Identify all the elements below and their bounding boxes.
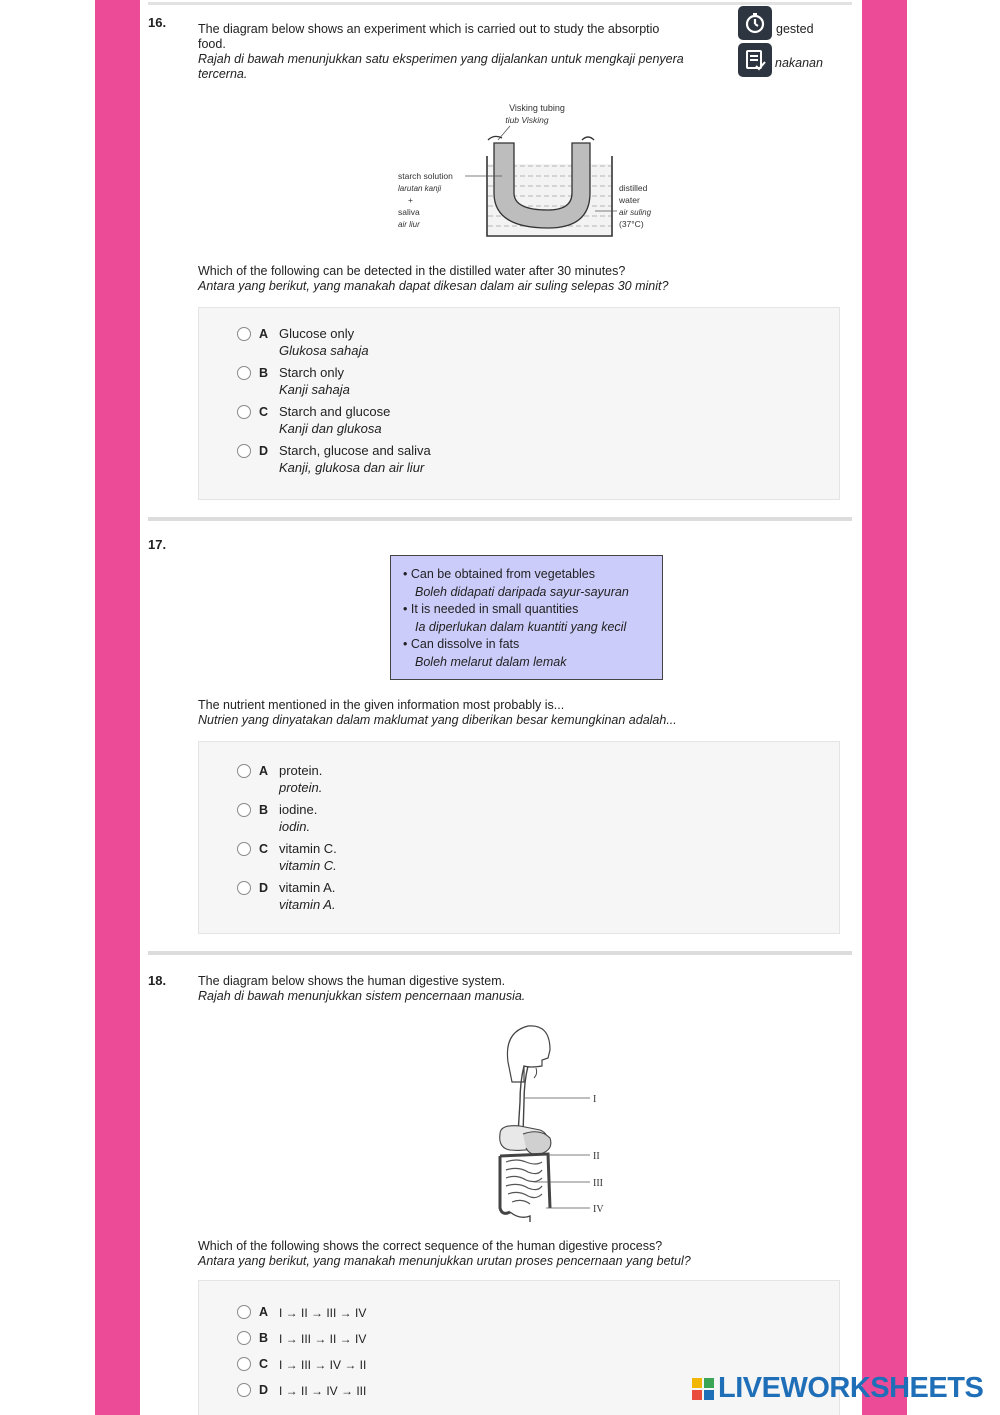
option-text-en: protein. — [279, 763, 323, 778]
label-i: I — [593, 1094, 597, 1105]
q18-stem-ms: Rajah di bawah menunjukkan sistem pencernaan manusia. — [198, 989, 526, 1003]
option-text-en: Starch and glucose — [279, 404, 391, 419]
q16-stem-ms-2: tercerna. — [198, 67, 248, 81]
option-letter: C — [259, 405, 269, 419]
checklist-icon — [743, 48, 767, 72]
info-text-en: Can dissolve in fats — [410, 637, 520, 651]
question-18-stem — [198, 974, 838, 1004]
q17-option-c[interactable] — [237, 841, 797, 875]
question-divider — [148, 951, 852, 955]
q16-option-d[interactable] — [237, 443, 797, 477]
q18-question-en: Which of the following shows the correct sequence of the human digestive process? — [198, 1239, 663, 1253]
option-text-ms: Glukosa sahaja — [279, 343, 369, 358]
radio-button[interactable] — [237, 881, 251, 895]
temperature-label: (37°C) — [619, 219, 644, 229]
option-letter: B — [259, 1331, 269, 1345]
label-ii: II — [593, 1151, 600, 1162]
radio-button[interactable] — [237, 764, 251, 778]
radio-button[interactable] — [237, 366, 251, 380]
option-text-ms: Kanji sahaja — [279, 382, 350, 397]
q18-option-b[interactable] — [237, 1330, 797, 1352]
q18-option-c[interactable] — [237, 1356, 797, 1378]
liveworksheets-brand: LIVEWORKSHEETS — [718, 1372, 984, 1404]
info-text-en: Can be obtained from vegetables — [410, 567, 596, 581]
option-sequence: I → III → II → IV — [279, 1332, 367, 1346]
radio-button[interactable] — [237, 1383, 251, 1397]
option-text-ms: Kanji dan glukosa — [279, 421, 382, 436]
question-16-number: 16. — [148, 15, 167, 30]
option-text-en: Starch only — [279, 365, 345, 380]
radio-button[interactable] — [237, 327, 251, 341]
option-letter: B — [259, 803, 269, 817]
question-16-stem — [198, 22, 758, 82]
q16-stem-ms-1: Rajah di bawah menunjukkan satu eksperimen yang dijalankan untuk mengkaji penyera — [198, 52, 684, 66]
q18-option-a[interactable] — [237, 1304, 797, 1326]
option-letter: D — [259, 881, 269, 895]
q16-stem-en-tail: gested — [776, 22, 814, 36]
q16-question-en: Which of the following can be detected in the distilled water after 30 minutes? — [198, 264, 626, 278]
q16-option-b[interactable] — [237, 365, 797, 399]
option-letter: A — [259, 764, 269, 778]
starch-label-en: starch solution — [398, 171, 453, 181]
label-iii: III — [593, 1178, 603, 1189]
info-item: • It is needed in small quantities — [403, 602, 579, 616]
option-text-ms: protein. — [279, 780, 323, 795]
radio-button[interactable] — [237, 1331, 251, 1345]
radio-button[interactable] — [237, 405, 251, 419]
option-text-en: Starch, glucose and saliva — [279, 443, 431, 458]
option-text-ms: Kanji, glukosa dan air liur — [279, 460, 425, 475]
option-letter: B — [259, 366, 269, 380]
q16-stem-en-1: The diagram below shows an experiment which is carried out to study the absorptio — [198, 22, 660, 36]
timer-icon — [743, 11, 767, 35]
digestive-system-diagram — [490, 1022, 620, 1222]
info-text-ms: Boleh melarut dalam lemak — [415, 654, 567, 669]
q18-stem-en: The diagram below shows the human digestive system. — [198, 974, 506, 988]
question-17-number: 17. — [148, 537, 167, 552]
radio-button[interactable] — [237, 842, 251, 856]
radio-button[interactable] — [237, 803, 251, 817]
option-text-ms: vitamin C. — [279, 858, 337, 873]
q16-question-ms: Antara yang berikut, yang manakah dapat dikesan dalam air suling selepas 30 minit? — [198, 279, 669, 293]
radio-button[interactable] — [237, 1357, 251, 1371]
saliva-label-ms: air liur — [398, 220, 420, 229]
q17-options-box — [198, 741, 840, 934]
water-label-en-2: water — [619, 195, 640, 205]
top-divider — [148, 2, 852, 5]
option-letter: A — [259, 1305, 269, 1319]
q17-question-ms: Nutrien yang dinyatakan dalam maklumat yang diberikan besar kemungkinan adalah... — [198, 713, 677, 727]
option-text-ms: vitamin A. — [279, 897, 336, 912]
option-sequence: I → III → IV → II — [279, 1358, 367, 1372]
info-text-ms: Boleh didapati daripada sayur-sayuran — [415, 584, 629, 599]
q16-stem-ms-tail: nakanan — [775, 56, 823, 70]
q17-option-a[interactable] — [237, 763, 797, 797]
saliva-label-en: saliva — [398, 207, 420, 217]
nutrient-info-box — [390, 555, 663, 680]
option-sequence: I → II → IV → III — [279, 1384, 367, 1398]
timer-button[interactable] — [738, 6, 772, 40]
q16-option-c[interactable] — [237, 404, 797, 438]
option-text-en: Glucose only — [279, 326, 355, 341]
liveworksheets-logo-icon — [692, 1378, 714, 1400]
right-margin-band — [862, 0, 907, 1415]
option-letter: C — [259, 842, 269, 856]
info-text-en: It is needed in small quantities — [410, 602, 579, 616]
q16-question — [198, 264, 838, 294]
q18-question-ms: Antara yang berikut, yang manakah menunjukkan urutan proses pencernaan yang betul? — [198, 1254, 691, 1268]
label-iv: IV — [593, 1204, 604, 1215]
option-letter: D — [259, 1383, 269, 1397]
option-letter: A — [259, 327, 269, 341]
plus-sign: + — [408, 195, 413, 205]
option-text-en: iodine. — [279, 802, 318, 817]
info-item: • Can dissolve in fats — [403, 637, 520, 651]
radio-button[interactable] — [237, 1305, 251, 1319]
q17-option-d[interactable] — [237, 880, 797, 914]
q18-question — [198, 1239, 838, 1269]
q16-option-a[interactable] — [237, 326, 797, 360]
option-text-en: vitamin C. — [279, 841, 337, 856]
question-18-number: 18. — [148, 973, 167, 988]
visking-tubing-diagram — [390, 98, 670, 238]
q17-option-b[interactable] — [237, 802, 797, 836]
q16-options-box — [198, 307, 840, 500]
visking-label-en: Visking tubing — [509, 103, 565, 113]
option-letter: D — [259, 444, 269, 458]
option-sequence: I → II → III → IV — [279, 1306, 367, 1320]
starch-label-ms: larutan kanji — [398, 184, 442, 193]
option-text-ms: iodin. — [279, 819, 311, 834]
info-item: • Can be obtained from vegetables — [403, 567, 596, 581]
water-label-en-1: distilled — [619, 183, 648, 193]
question-divider — [148, 517, 852, 521]
info-text-ms: Ia diperlukan dalam kuantiti yang kecil — [415, 619, 627, 634]
q17-question — [198, 698, 838, 728]
option-text-en: vitamin A. — [279, 880, 336, 895]
left-margin-band — [95, 0, 140, 1415]
checklist-button[interactable] — [738, 43, 772, 77]
q17-question-en: The nutrient mentioned in the given information most probably is... — [198, 698, 565, 712]
option-letter: C — [259, 1357, 269, 1371]
radio-button[interactable] — [237, 444, 251, 458]
water-label-ms: air suling — [619, 208, 652, 217]
q16-stem-en-2: food. — [198, 37, 226, 51]
visking-label-ms: tiub Visking — [505, 115, 549, 125]
